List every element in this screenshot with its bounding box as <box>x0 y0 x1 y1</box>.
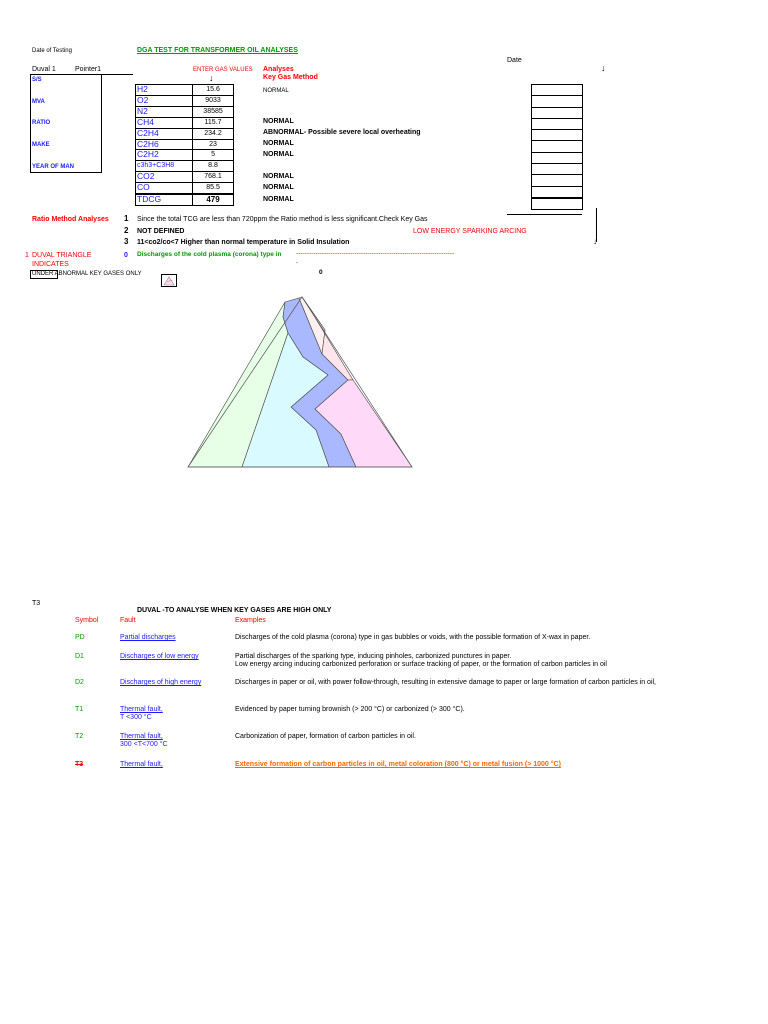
gas-row <box>136 106 234 117</box>
down-arrow-icon: ↓ <box>593 237 597 246</box>
fault-link[interactable]: Thermal fault, <box>120 733 163 740</box>
key-gas-result: ABNORMAL- Possible severe local overheating <box>263 129 421 136</box>
fault-link[interactable]: Thermal fault, <box>120 706 163 713</box>
triangle-thumbnail-icon[interactable] <box>161 274 177 287</box>
example-text: Evidenced by paper turning brownish (> 200 °C) or carbonized (> 300 °C). <box>235 706 465 713</box>
gas-row-total <box>136 194 234 205</box>
under-abnormal-note: UNDER ABNORMAL KEY GASES ONLY <box>32 271 142 277</box>
gas-row <box>136 128 234 139</box>
example-text: Carbonization of paper, formation of carbon particles in oil. <box>235 733 416 740</box>
date-cells-column <box>531 84 583 210</box>
gas-name: O2 <box>136 95 193 106</box>
info-box-divider <box>101 74 102 172</box>
low-energy-sparking-label: LOW ENERGY SPARKING ARCING <box>413 228 527 235</box>
gas-row <box>136 161 234 172</box>
date-cell[interactable] <box>532 175 583 186</box>
duval-row-number: 1 <box>25 252 29 259</box>
fault-link[interactable]: Partial discharges <box>120 634 176 641</box>
gas-row <box>136 117 234 128</box>
duval-indication-text: Discharges of the cold plasma (corona) type in <box>137 251 282 258</box>
date-cell-row <box>532 175 583 186</box>
symbol-t3: T3 <box>75 761 84 768</box>
ratio-row-text: 11<co2/co<7 Higher than normal temperature in Solid Insulation <box>137 239 350 246</box>
gas-name: C2H6 <box>136 139 193 150</box>
gas-name: CH4 <box>136 117 193 128</box>
down-arrow-icon: ↓ <box>209 73 214 83</box>
zero-value: 0 <box>319 269 323 276</box>
gas-value-input[interactable]: 15.6 <box>193 85 234 96</box>
date-cell[interactable] <box>532 107 583 118</box>
date-of-testing-label: Date of Testing <box>32 48 72 54</box>
gas-name: CO <box>136 183 193 194</box>
fault-range: T <300 °C <box>120 714 152 721</box>
date-cell-row <box>532 141 583 152</box>
symbol-t2: T2 <box>75 733 84 740</box>
date-cell-row <box>532 198 583 210</box>
date-cell-row <box>532 186 583 198</box>
date-cell-row <box>532 164 583 175</box>
duval-label: Duval 1 <box>32 66 56 73</box>
symbol-pd: PD <box>75 634 85 641</box>
gas-value-input[interactable]: 115.7 <box>193 117 234 128</box>
key-gas-method-label: Key Gas Method <box>263 74 318 81</box>
side-label-ratio: RATIO <box>32 120 51 126</box>
date-cell-row <box>532 107 583 118</box>
date-label: Date <box>507 57 522 64</box>
duval-triangle-label: DUVAL TRIANGLE <box>32 252 92 259</box>
gas-value-input[interactable]: 8.8 <box>193 161 234 172</box>
ratio-row-text: Since the total TCG are less than 720ppm the Ratio method is less significant.Check Key Gas <box>137 216 428 223</box>
gas-value-input[interactable]: 9033 <box>193 95 234 106</box>
ratio-row-text: NOT DEFINED <box>137 228 185 235</box>
t3-label: T3 <box>32 600 41 607</box>
key-gas-result: NORMAL <box>263 118 294 125</box>
gas-row <box>136 95 234 106</box>
key-gas-result: NORMAL <box>263 184 294 191</box>
ratio-row-number: 1 <box>124 214 129 223</box>
gas-name: c3h3+C3H8 <box>136 161 193 172</box>
date-cell[interactable] <box>532 186 583 198</box>
date-cell-row <box>532 152 583 163</box>
duval-value: 0 <box>124 252 128 259</box>
symbol-d2: D2 <box>75 679 84 686</box>
example-text: Partial discharges of the sparking type, inducing pinholes, carbonized punctures in paper. <box>235 653 512 660</box>
gas-name: C2H2 <box>136 150 193 161</box>
gas-value-input[interactable]: 768.1 <box>193 172 234 183</box>
analyses-label: Analyses <box>263 66 294 73</box>
date-cell[interactable] <box>532 130 583 141</box>
down-arrow-icon: ↓ <box>601 63 606 73</box>
date-cell[interactable] <box>532 96 583 107</box>
page-title: DGA TEST FOR TRANSFORMER OIL ANALYSES <box>137 47 298 54</box>
gas-row <box>136 183 234 194</box>
fault-link[interactable]: Thermal fault, <box>120 761 163 768</box>
gas-row <box>136 85 234 96</box>
info-box-bottom <box>30 172 102 173</box>
date-cell[interactable] <box>532 141 583 152</box>
date-cell[interactable] <box>532 118 583 129</box>
date-cell-row <box>532 118 583 129</box>
duval-triangle-diagram <box>180 290 420 475</box>
gas-value-input[interactable]: 85.5 <box>193 183 234 194</box>
example-text: Low energy arcing inducing carbonized perforation or surface tracking of paper, or the formation of carbon particles in oil <box>235 661 607 668</box>
dashed-line: ------------------------------------------------------------------------- <box>296 250 455 257</box>
header-examples: Examples <box>235 617 266 624</box>
example-text: Discharges in paper or oil, with power follow-through, resulting in extensive damage to paper or large formation of carbon particles in oil, <box>235 679 656 686</box>
dash-mark: - <box>296 259 299 266</box>
side-label-ss: S/S <box>32 77 42 83</box>
date-cell-row <box>532 85 583 96</box>
key-gas-result: NORMAL <box>263 140 294 147</box>
date-cell[interactable] <box>532 85 583 96</box>
tdcg-value: 479 <box>193 194 234 205</box>
ratio-row-number: 3 <box>124 237 129 246</box>
symbol-d1: D1 <box>75 653 84 660</box>
gas-value-input[interactable]: 23 <box>193 139 234 150</box>
date-cell[interactable] <box>532 152 583 163</box>
fault-link[interactable]: Discharges of high energy <box>120 679 202 686</box>
gas-name: C2H4 <box>136 128 193 139</box>
gas-name: N2 <box>136 106 193 117</box>
symbol-t1: T1 <box>75 706 84 713</box>
enter-gas-values-label: ENTER GAS VALUES <box>193 67 253 73</box>
key-gas-result: NORMAL <box>263 173 294 180</box>
gas-row <box>136 172 234 183</box>
gas-row <box>136 150 234 161</box>
duval-indicates-label: INDICATES <box>32 261 69 268</box>
example-text: Discharges of the cold plasma (corona) type in gas bubbles or voids, with the possible formation of X-wax in paper. <box>235 634 591 641</box>
key-gas-result: NORMAL <box>263 196 294 203</box>
gas-value-input[interactable]: 5 <box>193 150 234 161</box>
gas-name: TDCG <box>136 194 193 205</box>
header-fault: Fault <box>120 617 136 624</box>
gas-value-input[interactable]: 38585 <box>193 106 234 117</box>
gas-values-table <box>135 84 234 206</box>
gas-name: CO2 <box>136 172 193 183</box>
example-text-highlighted: Extensive formation of carbon particles in oil, metal coloration (800 °C) or metal fusion (> 1000 °C) <box>235 761 561 768</box>
fault-range: 300 <T<700 °C <box>120 741 168 748</box>
header-symbol: Symbol <box>75 617 99 624</box>
gas-value-input[interactable]: 234.2 <box>193 128 234 139</box>
info-box-top <box>30 74 133 75</box>
date-cell-row <box>532 96 583 107</box>
key-gas-result: NORMAL <box>263 151 294 158</box>
date-cell-row <box>532 130 583 141</box>
date-cell[interactable] <box>532 164 583 175</box>
ratio-method-label: Ratio Method Analyses <box>32 216 109 223</box>
ratio-row-number: 2 <box>124 226 129 235</box>
side-label-year: YEAR OF MAN <box>32 164 74 170</box>
fault-link[interactable]: Discharges of low energy <box>120 653 199 660</box>
separator-line <box>507 214 582 215</box>
key-gas-result: NORMAL <box>263 88 289 94</box>
side-label-make: MAKE <box>32 142 50 148</box>
pointer-label: Pointer1 <box>75 66 102 73</box>
gas-row <box>136 139 234 150</box>
date-cell[interactable] <box>532 198 583 210</box>
info-box-left <box>30 74 31 172</box>
reference-title: DUVAL -TO ANALYSE WHEN KEY GASES ARE HIGH ONLY <box>137 607 332 614</box>
gas-name: H2 <box>136 85 193 96</box>
side-label-mva: MVA <box>32 99 45 105</box>
triangle-thumbnail-graphic <box>162 275 176 286</box>
